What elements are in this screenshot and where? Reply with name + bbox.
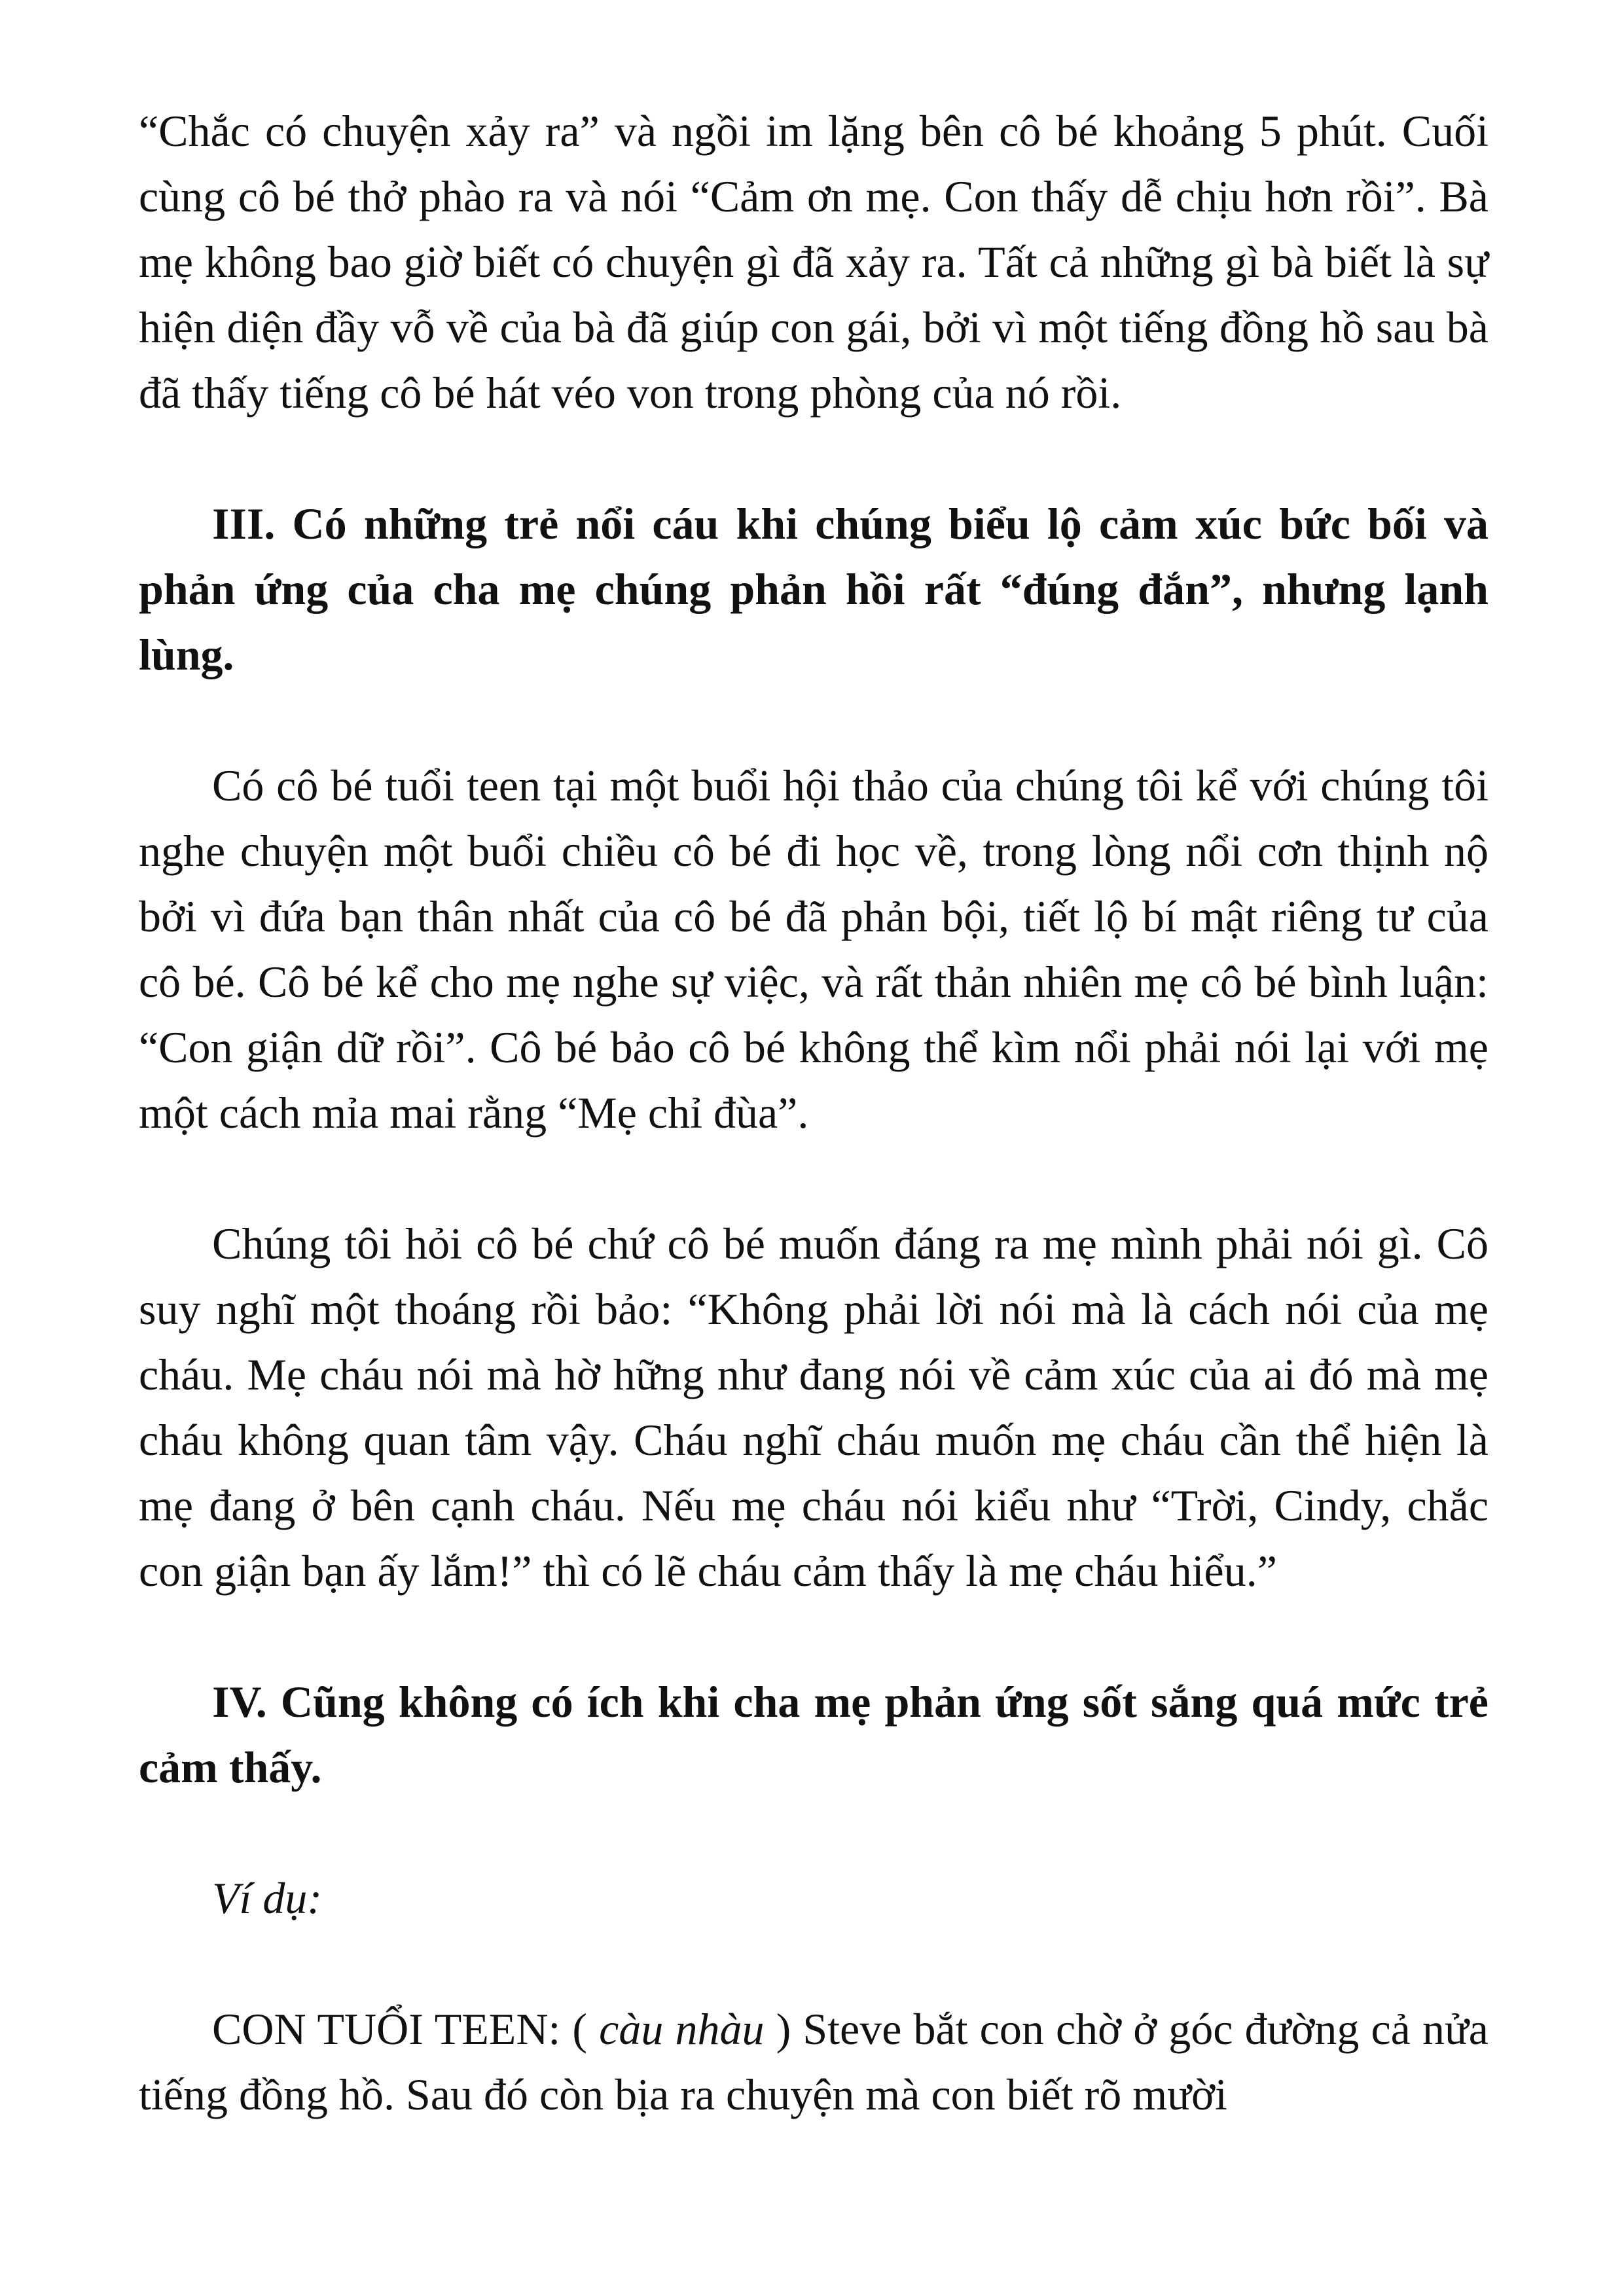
spacer <box>139 425 1489 491</box>
section-heading-iii: III. Có những trẻ nổi cáu khi chúng biểu lộ cảm xúc bức bối và phản ứng của cha mẹ chúng phản hồi rất “đúng đắn”, nhưng lạnh lùng. <box>139 499 1489 679</box>
document-page <box>139 98 1489 2127</box>
spacer <box>139 1931 1489 1996</box>
spacer <box>139 1800 1489 1865</box>
spacer <box>139 687 1489 753</box>
paragraph-2: Có cô bé tuổi teen tại một buổi hội thảo của chúng tôi kể với chúng tôi nghe chuyện một buổi chiều cô bé đi học về, trong lòng nổi cơn thịnh nộ bởi vì đứa bạn thân nhất của cô bé đã phản bội, tiết lộ bí mật riêng tư của cô bé. Cô bé kể cho mẹ nghe sự việc, và rất thản nhiên mẹ cô bé bình luận: “Con giận dữ rồi”. Cô bé bảo cô bé không thể kìm nổi phải nói lại với mẹ một cách mỉa mai rằng “Mẹ chỉ đùa”. <box>139 761 1489 1138</box>
stage-direction: càu nhàu <box>587 2004 776 2054</box>
section-heading-iv: IV. Cũng không có ích khi cha mẹ phản ứng sốt sắng quá mức trẻ cảm thấy. <box>139 1677 1489 1792</box>
paragraph-3: Chúng tôi hỏi cô bé chứ cô bé muốn đáng ra mẹ mình phải nói gì. Cô suy nghĩ một thoáng rồi bảo: “Không phải lời nói mà là cách nói của mẹ cháu. Mẹ cháu nói mà hờ hững như đang nói về cảm xúc của ai đó mà mẹ cháu không quan tâm vậy. Cháu nghĩ cháu muốn mẹ cháu cần thể hiện là mẹ đang ở bên cạnh cháu. Nếu mẹ cháu nói kiểu như “Trời, Cindy, chắc con giận bạn ấy lắm!” thì có lẽ cháu cảm thấy là mẹ cháu hiểu.” <box>139 1219 1489 1596</box>
paragraph-4 <box>139 1996 1489 2127</box>
spacer <box>139 1145 1489 1211</box>
speaker-label: CON TUỔI TEEN: ( <box>212 2004 588 2054</box>
spacer <box>139 1604 1489 1669</box>
example-label: Ví dụ: <box>212 1873 323 1923</box>
paragraph-1: “Chắc có chuyện xảy ra” và ngồi im lặng bên cô bé khoảng 5 phút. Cuối cùng cô bé thở phào ra và nói “Cảm ơn mẹ. Con thấy dễ chịu hơn rồi”. Bà mẹ không bao giờ biết có chuyện gì đã xảy ra. Tất cả những gì bà biết là sự hiện diện đầy vỗ về của bà đã giúp con gái, bởi vì một tiếng đồng hồ sau bà đã thấy tiếng cô bé hát véo von trong phòng của nó rồi. <box>139 106 1489 418</box>
dialogue-text: ) Steve bắt con chờ ở góc đường cả nửa tiếng đồng hồ. Sau đó còn bịa ra chuyện mà con biết rõ mười <box>139 2004 1489 2119</box>
